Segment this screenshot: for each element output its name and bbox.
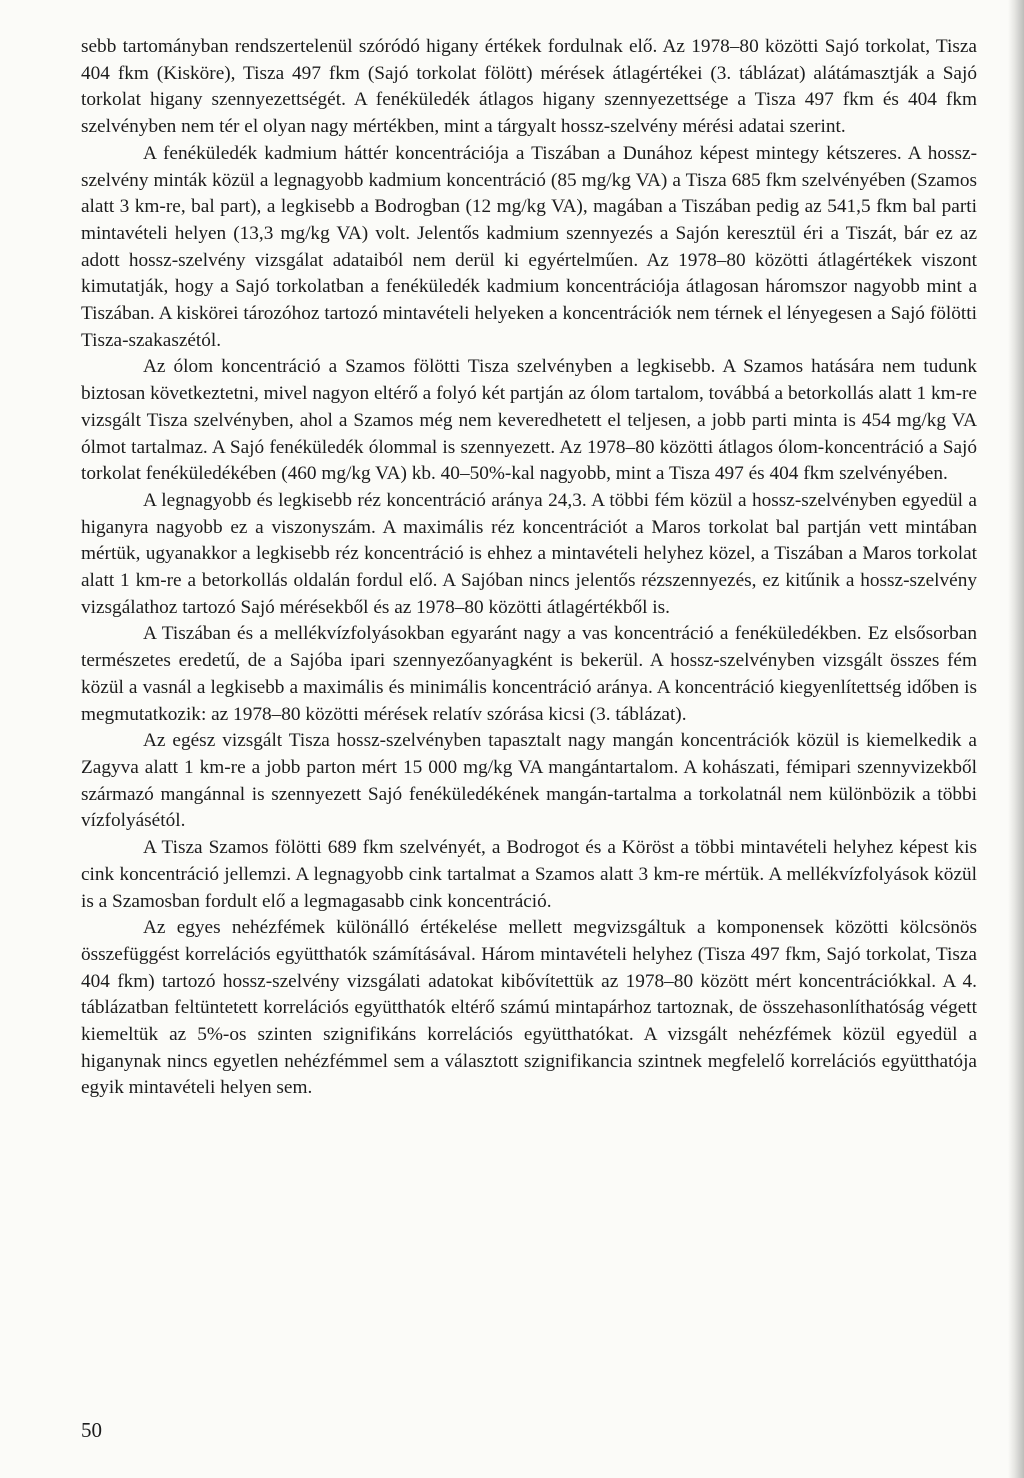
page-number: 50 — [81, 1418, 102, 1442]
paragraph-copper: A legnagyobb és legkisebb réz koncentráció aránya 24,3. A többi fém közül a hossz-szelvényben egyedül a higanyra nagyobb ez a viszonyszám. A maximális réz koncentrációt a Maros torkolat bal partján vett mintában mértük, ugyanakkor a legkisebb réz koncentráció is ehhez a mintavételi helyhez közel, a Tiszában a Maros torkolat alatt 1 km-re a betorkollás oldalán fordul elő. A Sajóban nincs jelentős rézszennyezés, ez kitűnik a hossz-szelvény vizsgálathoz tartozó Sajó mérésekből és az 1978–80 közötti átlagértékből is. — [81, 489, 977, 618]
scan-edge-shadow — [1008, 0, 1024, 1478]
paragraph-mercury-continued: sebb tartományban rendszertelenül szóródó higany értékek fordulnak elő. Az 1978–80 közötti Sajó torkolat, Tisza 404 fkm (Kisköre), Tisza 497 fkm (Sajó torkolat fölött) mérések átlagértékei (3. táblázat) alátámasztják a Sajó torkolat higany szennyezettségét. A fenéküledék átlagos higany szennyezettsége a Tisza 497 fkm és 404 fkm szelvényben nem tér el olyan nagy mértékben, mint a tárgyalt hossz-szelvény mérési adatai szerint. — [81, 36, 977, 138]
paragraph-cadmium: A fenéküledék kadmium háttér koncentrációja a Tiszában a Dunához képest mintegy kétszeres. A hossz-szelvény minták közül a legnagyobb kadmium koncentráció (85 mg/kg VA) a Tisza 685 fkm szelvényében (Szamos alatt 3 km-re, bal part), a legkisebb a Bodrogban (12 mg/kg VA), magában a Tiszában pedig az 541,5 fkm bal parti mintavételi helyen (13,3 mg/kg VA) volt. Jelentős kadmium szennyezés a Sajón keresztül éri a Tiszát, bár ez az adott hossz-szelvény vizsgálat adataiból nem derül ki egyértelműen. Az 1978–80 közötti átlagértékek viszont kimutatják, hogy a Sajó torkolatban a fenéküledék kadmium koncentrációja átlagosan háromszor nagyobb mint a Tiszában. A kiskörei tározóhoz tartozó mintavételi helyeken a koncentrációk nem térnek el lényegesen a Sajó fölötti Tisza-szakaszétól. — [81, 142, 977, 351]
paragraph-zinc: A Tisza Szamos fölötti 689 fkm szelvényét, a Bodrogot és a Köröst a többi mintavételi helyhez képest kis cink koncentráció jellemzi. A legnagyobb cink tartalmat a Szamos alatt 3 km-re mértük. A mellékvízfolyások közül is a Szamosban fordult elő a legmagasabb cink koncentráció. — [81, 837, 977, 912]
paragraph-manganese: Az egész vizsgált Tisza hossz-szelvényben tapasztalt nagy mangán koncentrációk közül is kiemelkedik a Zagyva alatt 1 km-re a jobb parton mért 15 000 mg/kg VA mangántartalom. A kohászati, fémipari szennyvizekből származó mangánnal is szennyezett Sajó fenéküledékének mangán-tartalma a torkolatnál nem különbözik a többi vízfolyásétól. — [81, 730, 977, 832]
body-text — [81, 34, 977, 1102]
paragraph-iron: A Tiszában és a mellékvízfolyásokban egyaránt nagy a vas koncentráció a fenéküledékben. Ez elsősorban természetes eredetű, de a Sajóba ipari szennyezőanyagként is bekerül. A hossz-szelvényben vizsgált összes fém közül a vasnál a legkisebb a maximális és minimális koncentráció aránya. A koncentráció kiegyenlítettség időben is megmutatkozik: az 1978–80 közötti mérések relatív szórása kicsi (3. táblázat). — [81, 623, 977, 725]
paragraph-lead: Az ólom koncentráció a Szamos fölötti Tisza szelvényben a legkisebb. A Szamos hatására nem tudunk biztosan következtetni, mivel nagyon eltérő a folyó két partján az ólom tartalom, továbbá a betorkollás alatt 1 km-re vizsgált Tisza szelvényben, ahol a Szamos még nem keveredhetett el teljesen, a jobb parti minta is 454 mg/kg VA ólmot tartalmaz. A Sajó fenéküledék ólommal is szennyezett. Az 1978–80 közötti átlagos ólom-koncentráció a Sajó torkolat fenéküledékében (460 mg/kg VA) kb. 40–50%-kal nagyobb, mint a Tisza 497 és 404 fkm szelvényében. — [81, 356, 977, 485]
paragraph-correlation: Az egyes nehézfémek különálló értékelése mellett megvizsgáltuk a komponensek közötti kölcsönös összefüggést korrelációs együtthatók számításával. Három mintavételi helyhez (Tisza 497 fkm, Sajó torkolat, Tisza 404 fkm) tartozó hossz-szelvény vizsgálati adatokat kibővítettük az 1978–80 között mért koncentrációkkal. A 4. táblázatban feltüntetett korrelációs együtthatók eltérő számú mintapárhoz tartoznak, de összehasonlíthatóság végett kiemeltük az 5%-os szinten szignifikáns korrelációs együtthatókat. A vizsgált nehézfémek közül egyedül a higanynak nincs egyetlen nehézfémmel sem a választott szignifikancia szintnek megfelelő korrelációs együtthatója egyik mintavételi helyen sem. — [81, 917, 977, 1099]
